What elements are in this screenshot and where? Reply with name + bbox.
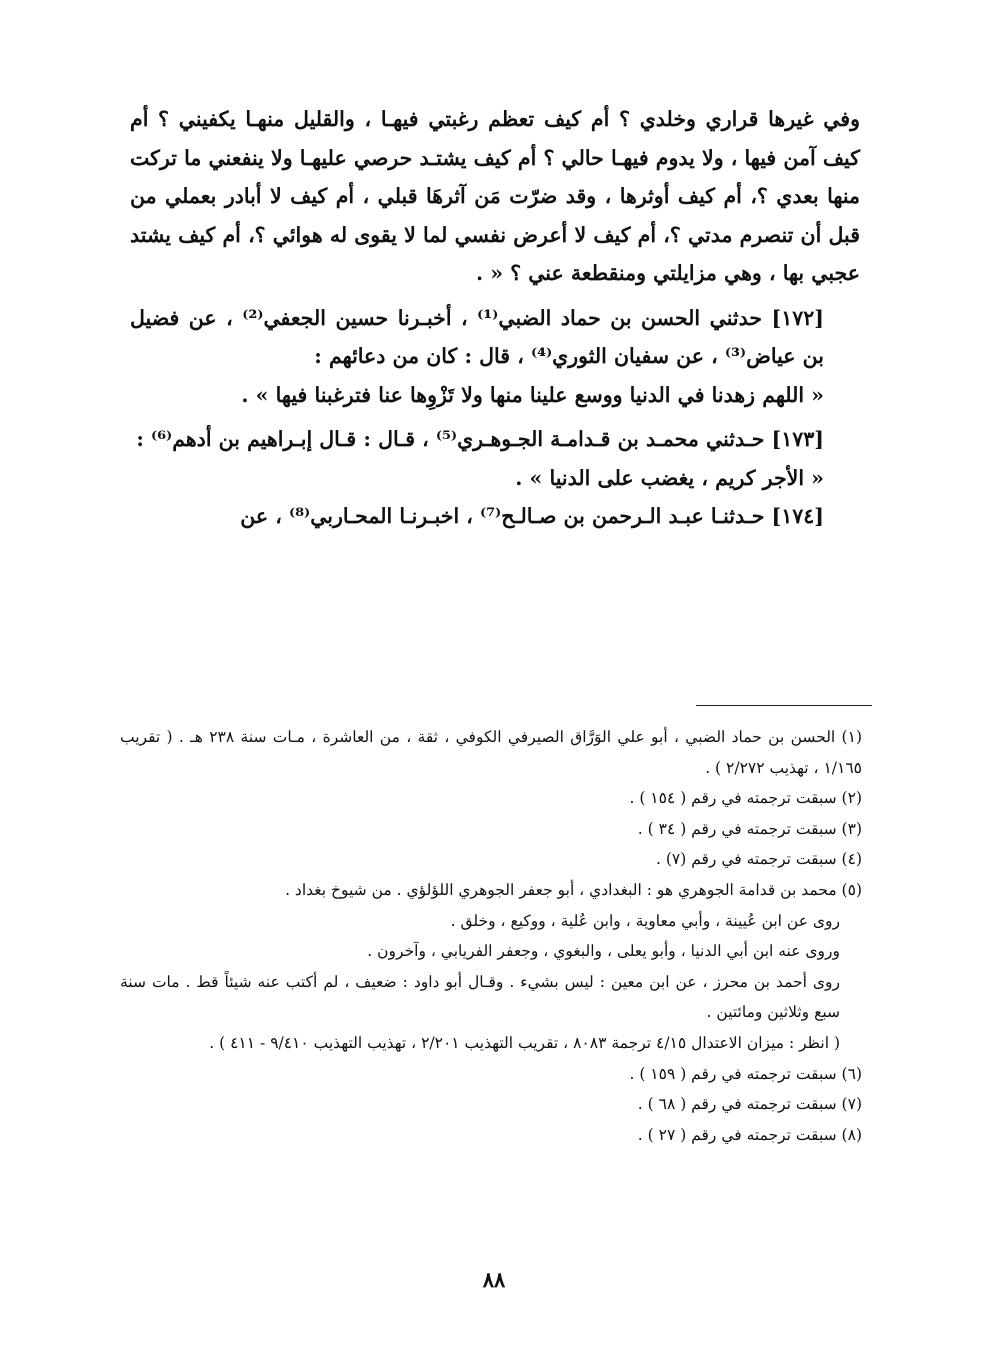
entry-173-text: حـدثني محمـد بن قـدامـة الجـوهـري⁽⁵⁾ ، قـال : قـال إبـراهيم بن أدهم⁽⁶⁾ : [136,427,765,451]
entry-173-number: [١٧٣] [771,427,824,451]
footnote-6: (٦) سبقت ترجمته في رقم ( ١٥٩ ) . [629,1064,862,1083]
entry-173 [130,420,860,459]
main-text-block [130,100,860,536]
footnote-5-assessment: روى أحمد بن محرز ، عن ابن معين : ليس بشيء . وقـال أبو داود : ضعيف ، لم أكتب عنه شيئاً قط . مات سنة سبع وثلاثين ومائتين . [120,972,840,1022]
footnote-4: (٤) سبقت ترجمته في رقم (٧) . [655,850,862,869]
entry-173-quote: « الأجر كريم ، يغضب على الدنيا » . [515,465,824,490]
entry-172-number: [١٧٢] [771,305,824,330]
page-number: ٨٨ [482,1267,506,1292]
footnote-1: (١) الحسن بن حماد الضبي ، أبو علي الوَرَّاق الصيرفي الكوفي ، ثقة ، من العاشرة ، مـات سنة ٢٣٨ هـ . ( تقريب ١/١٦٥ ، تهذيب ٢/٢٧٢ ) . [120,728,862,777]
footnote-5-narrators-to: وروى عنه ابن أبي الدنيا ، وأبو يعلى ، والبغوي ، وجعفر الفريابي ، وآخرون . [367,942,840,961]
entry-174 [130,497,860,536]
footnote-5-narrators-from: روى عن ابن عُيينة ، وأبي معاوية ، وابن عُلية ، ووكيع ، وخلق . [450,911,840,930]
entry-172 [130,299,860,376]
footnotes-block [120,722,862,1150]
footnote-7: (٧) سبقت ترجمته في رقم ( ٦٨ ) . [637,1095,862,1114]
footnote-5: (٥) محمد بن قدامة الجوهري هو : البغدادي ، أبو جعفر الجوهري اللؤلؤي . من شيوخ بغداد . [285,880,862,899]
footnote-divider [696,705,872,706]
entry-174-text: حـدثنـا عبـد الـرحمن بن صـالـح⁽⁷⁾ ، اخبـرنـا المحـاربي⁽⁸⁾ ، عن [240,504,765,528]
footnote-2: (٢) سبقت ترجمته في رقم ( ١٥٤ ) . [629,789,862,808]
footnote-5-sources: ( انظر : ميزان الاعتدال ٤/١٥ ترجمة ٨٠٨٣ ، تقريب التهذيب ٢/٢٠١ ، تهذيب التهذيب ٩/٤١٠ - ٤١١ ) . [209,1033,840,1052]
entry-172-quote: « اللهم زهدنا في الدنيا ووسع علينا منها ولا تَزْوِها عنا فترغبنا فيها » . [241,382,824,407]
entry-174-number: [١٧٤] [771,504,824,528]
entry-172-text: حدثني الحسن بن حماد الضبي⁽¹⁾ ، أخبـرنا حسين الجعفي⁽²⁾ ، عن فضيل بن عياض⁽³⁾ ، عن سفيان الثوري⁽⁴⁾ ، قال : كان من دعائهم : [130,305,824,368]
footnote-3: (٣) سبقت ترجمته في رقم ( ٣٤ ) . [637,819,862,838]
intro-paragraph: وفي غيرها قراري وخلدي ؟ أم كيف تعظم رغبتي فيهـا ، والقليل منهـا يكفيني ؟ أم كيف آمن فيها ، ولا يدوم فيهـا حالي ؟ أم كيف يشتـد حرصي عليهـا ولا ينفعني ما تركت منها بعدي ؟، أم كيف أوثرها ، وقد ضرّت مَن آثرهَا قبلي ، أم كيف لا أبادر بعملي من قبل أن تنصرم مدتي ؟، أم كيف لا أعرض نفسي لما لا يقوى له هوائي ؟، أم كيف يشتد عجبي بها ، وهي مزايلتي ومنقطعة عني ؟ « . [130,107,860,285]
footnote-8: (٨) سبقت ترجمته في رقم ( ٢٧ ) . [637,1125,862,1144]
